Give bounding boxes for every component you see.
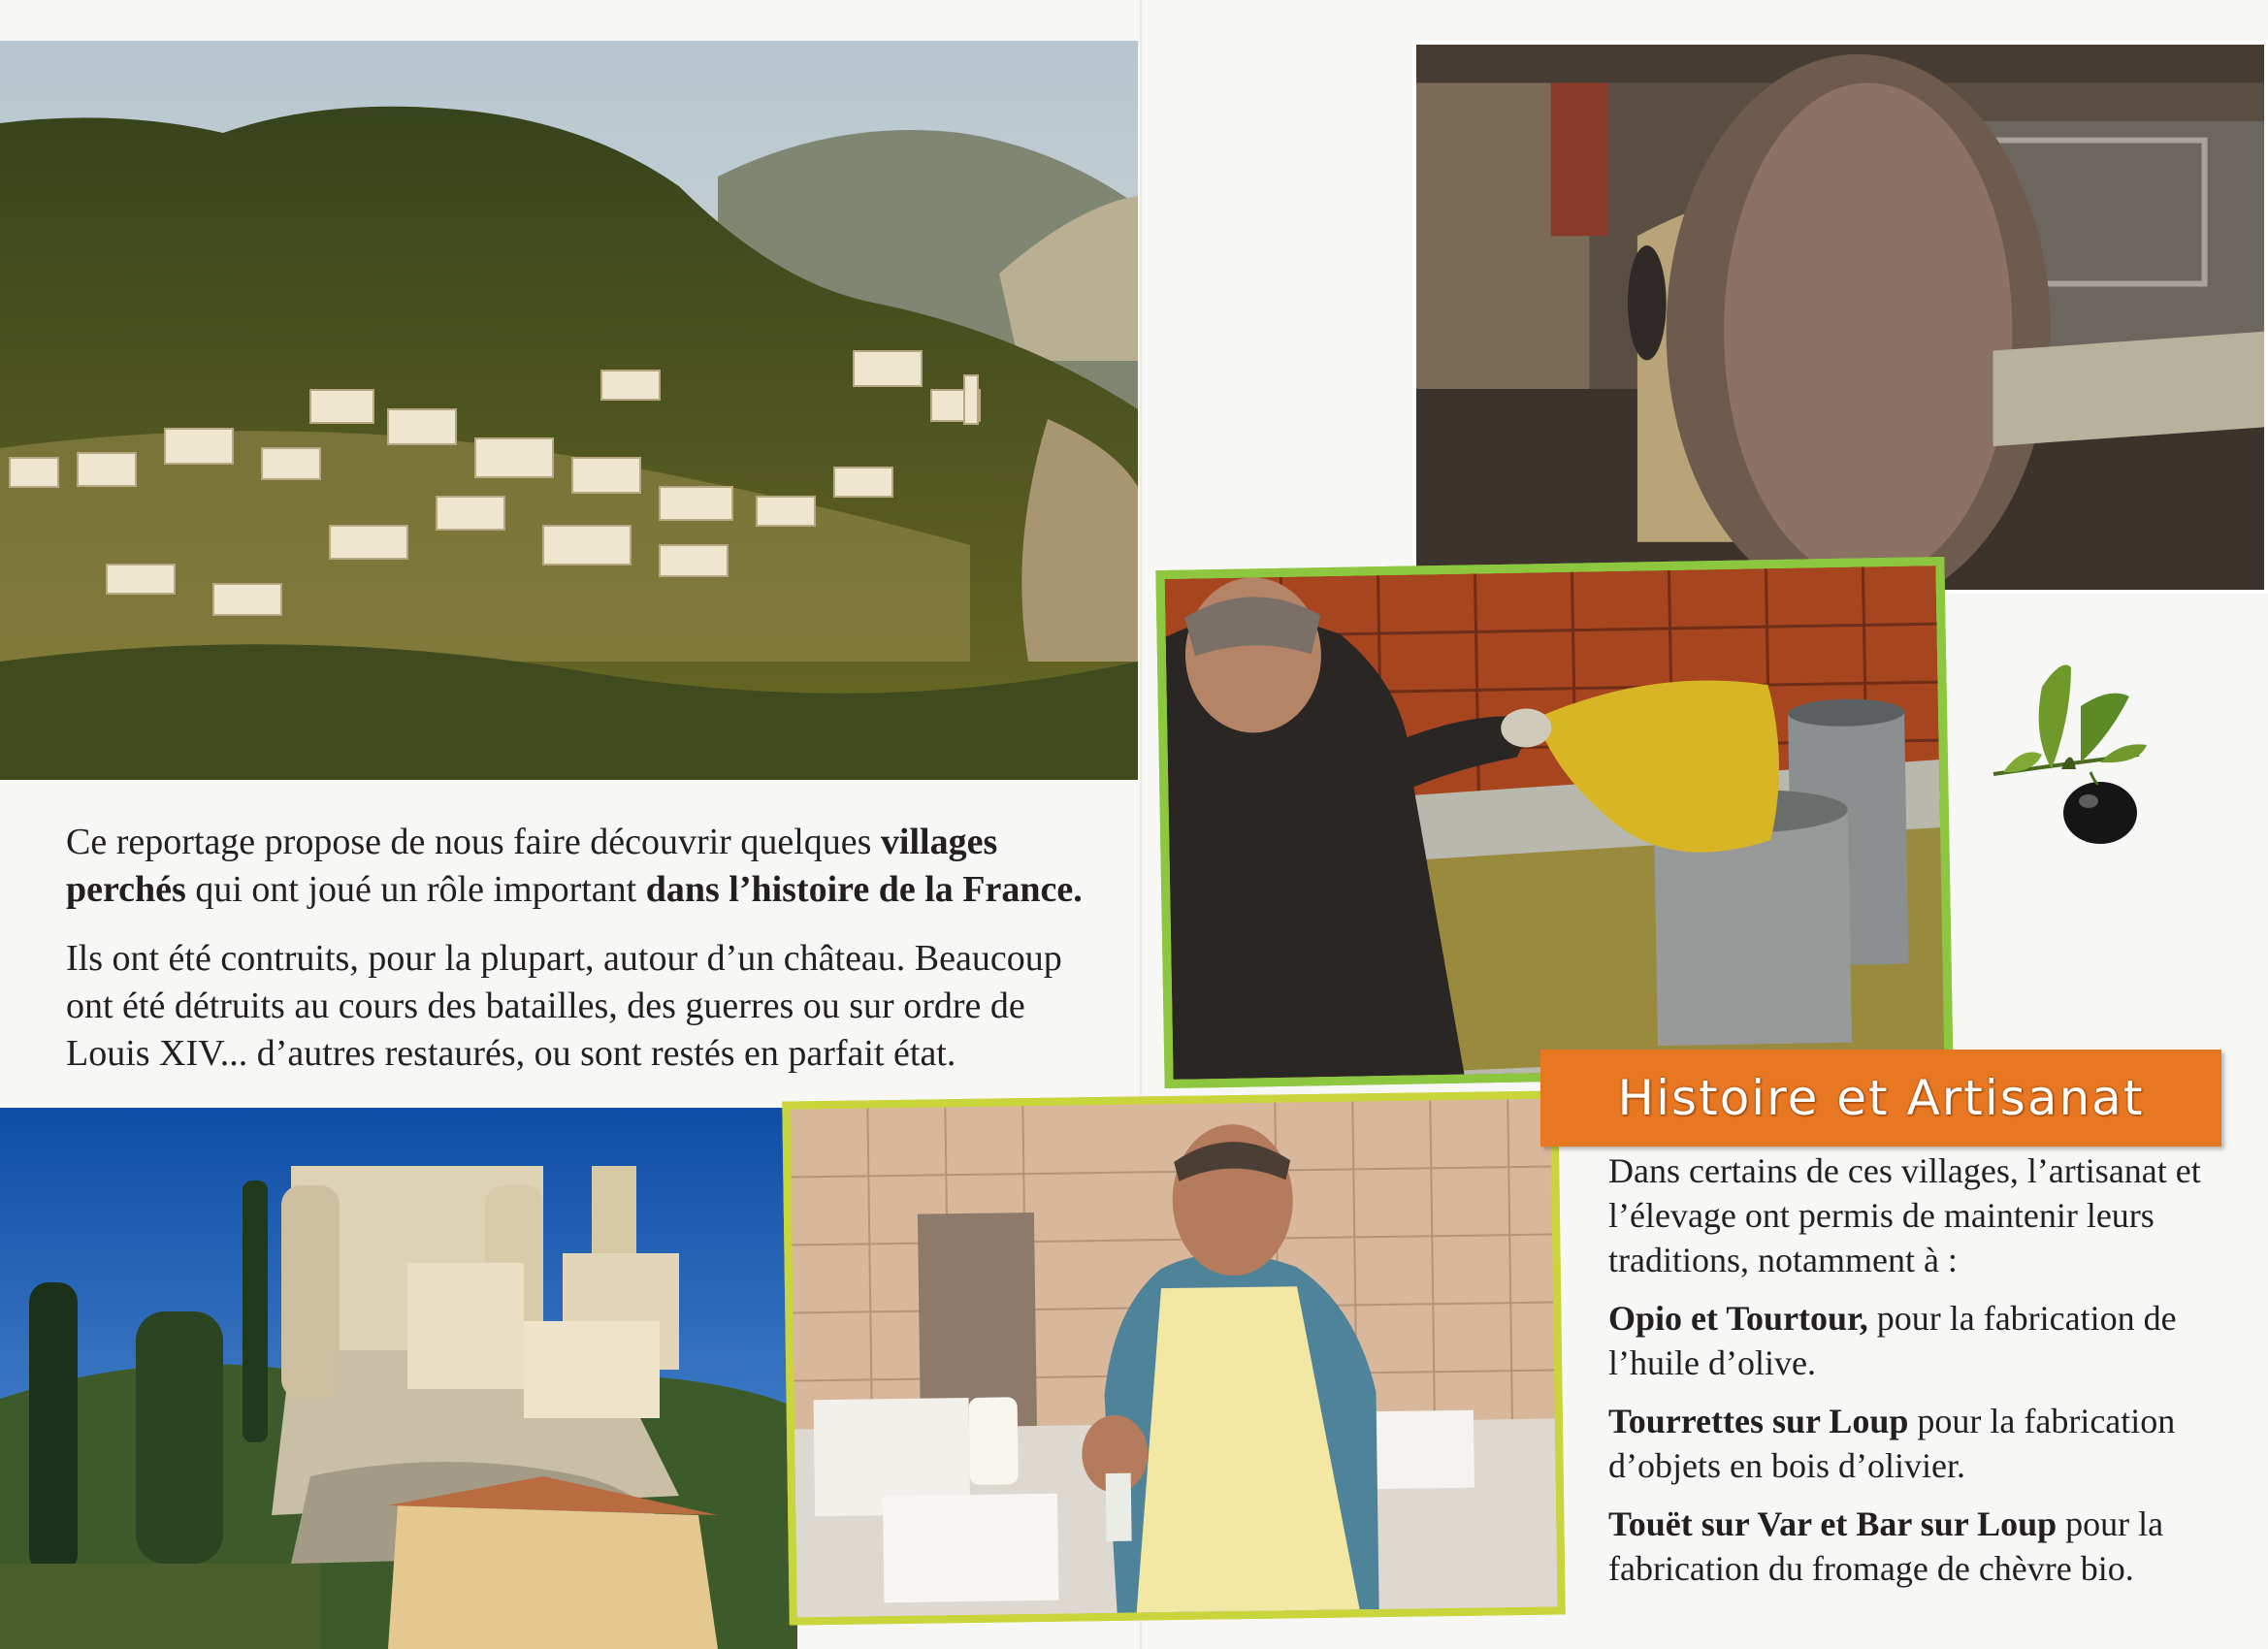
craft-text — [1608, 1148, 2219, 1604]
section-title: Histoire et Artisanat — [1617, 1070, 2145, 1126]
craft-item-olive-wood — [1608, 1399, 2219, 1488]
olive-mill-photo — [1412, 41, 2268, 594]
craft-item-goat-cheese — [1608, 1502, 2219, 1591]
craft-item-places: Tourrettes sur Loup — [1608, 1402, 1909, 1440]
craft-item-places: Opio et Tourtour, — [1608, 1299, 1868, 1338]
craft-item-places: Touët sur Var et Bar sur Loup — [1608, 1504, 2057, 1543]
intro-text-a: Ce reportage propose de nous faire découvrir quelques — [66, 822, 881, 862]
highlight-histoire-france: dans l’histoire de la France. — [645, 869, 1083, 910]
hill-village-photo — [0, 41, 1138, 780]
highlight-villages-perches: villages perchés — [66, 822, 998, 910]
intro-paragraph-1 — [66, 819, 1114, 914]
castle-village-photo — [0, 1108, 797, 1649]
olive-branch-icon — [1984, 648, 2149, 857]
intro-paragraph-2: Ils ont été contruits, pour la plupart, autour d’un château. Beaucoup ont été détruits au cours des batailles, des guerres ou sur ordre de Louis XIV... d’autres restaurés, ou sont restés en parfait état. — [66, 938, 1062, 1074]
intro-text-b: qui ont joué un rôle important — [185, 869, 646, 910]
olive-oil-photo — [1155, 557, 1953, 1088]
intro-text — [66, 819, 1114, 1099]
craft-item-desc: pour la fabrication de l’huile d’olive. — [1608, 1299, 2177, 1382]
cheese-maker-photo — [782, 1090, 1565, 1625]
craft-item-desc: pour la fabrication du fromage de chèvre bio. — [1608, 1504, 2164, 1588]
craft-item-olive-oil — [1608, 1296, 2219, 1385]
craft-lead: Dans certains de ces villages, l’artisanat et l’élevage ont permis de maintenir leurs traditions, notamment à : — [1608, 1151, 2201, 1279]
craft-item-desc: pour la fabrication d’objets en bois d’olivier. — [1608, 1402, 2176, 1485]
section-banner — [1540, 1050, 2221, 1147]
